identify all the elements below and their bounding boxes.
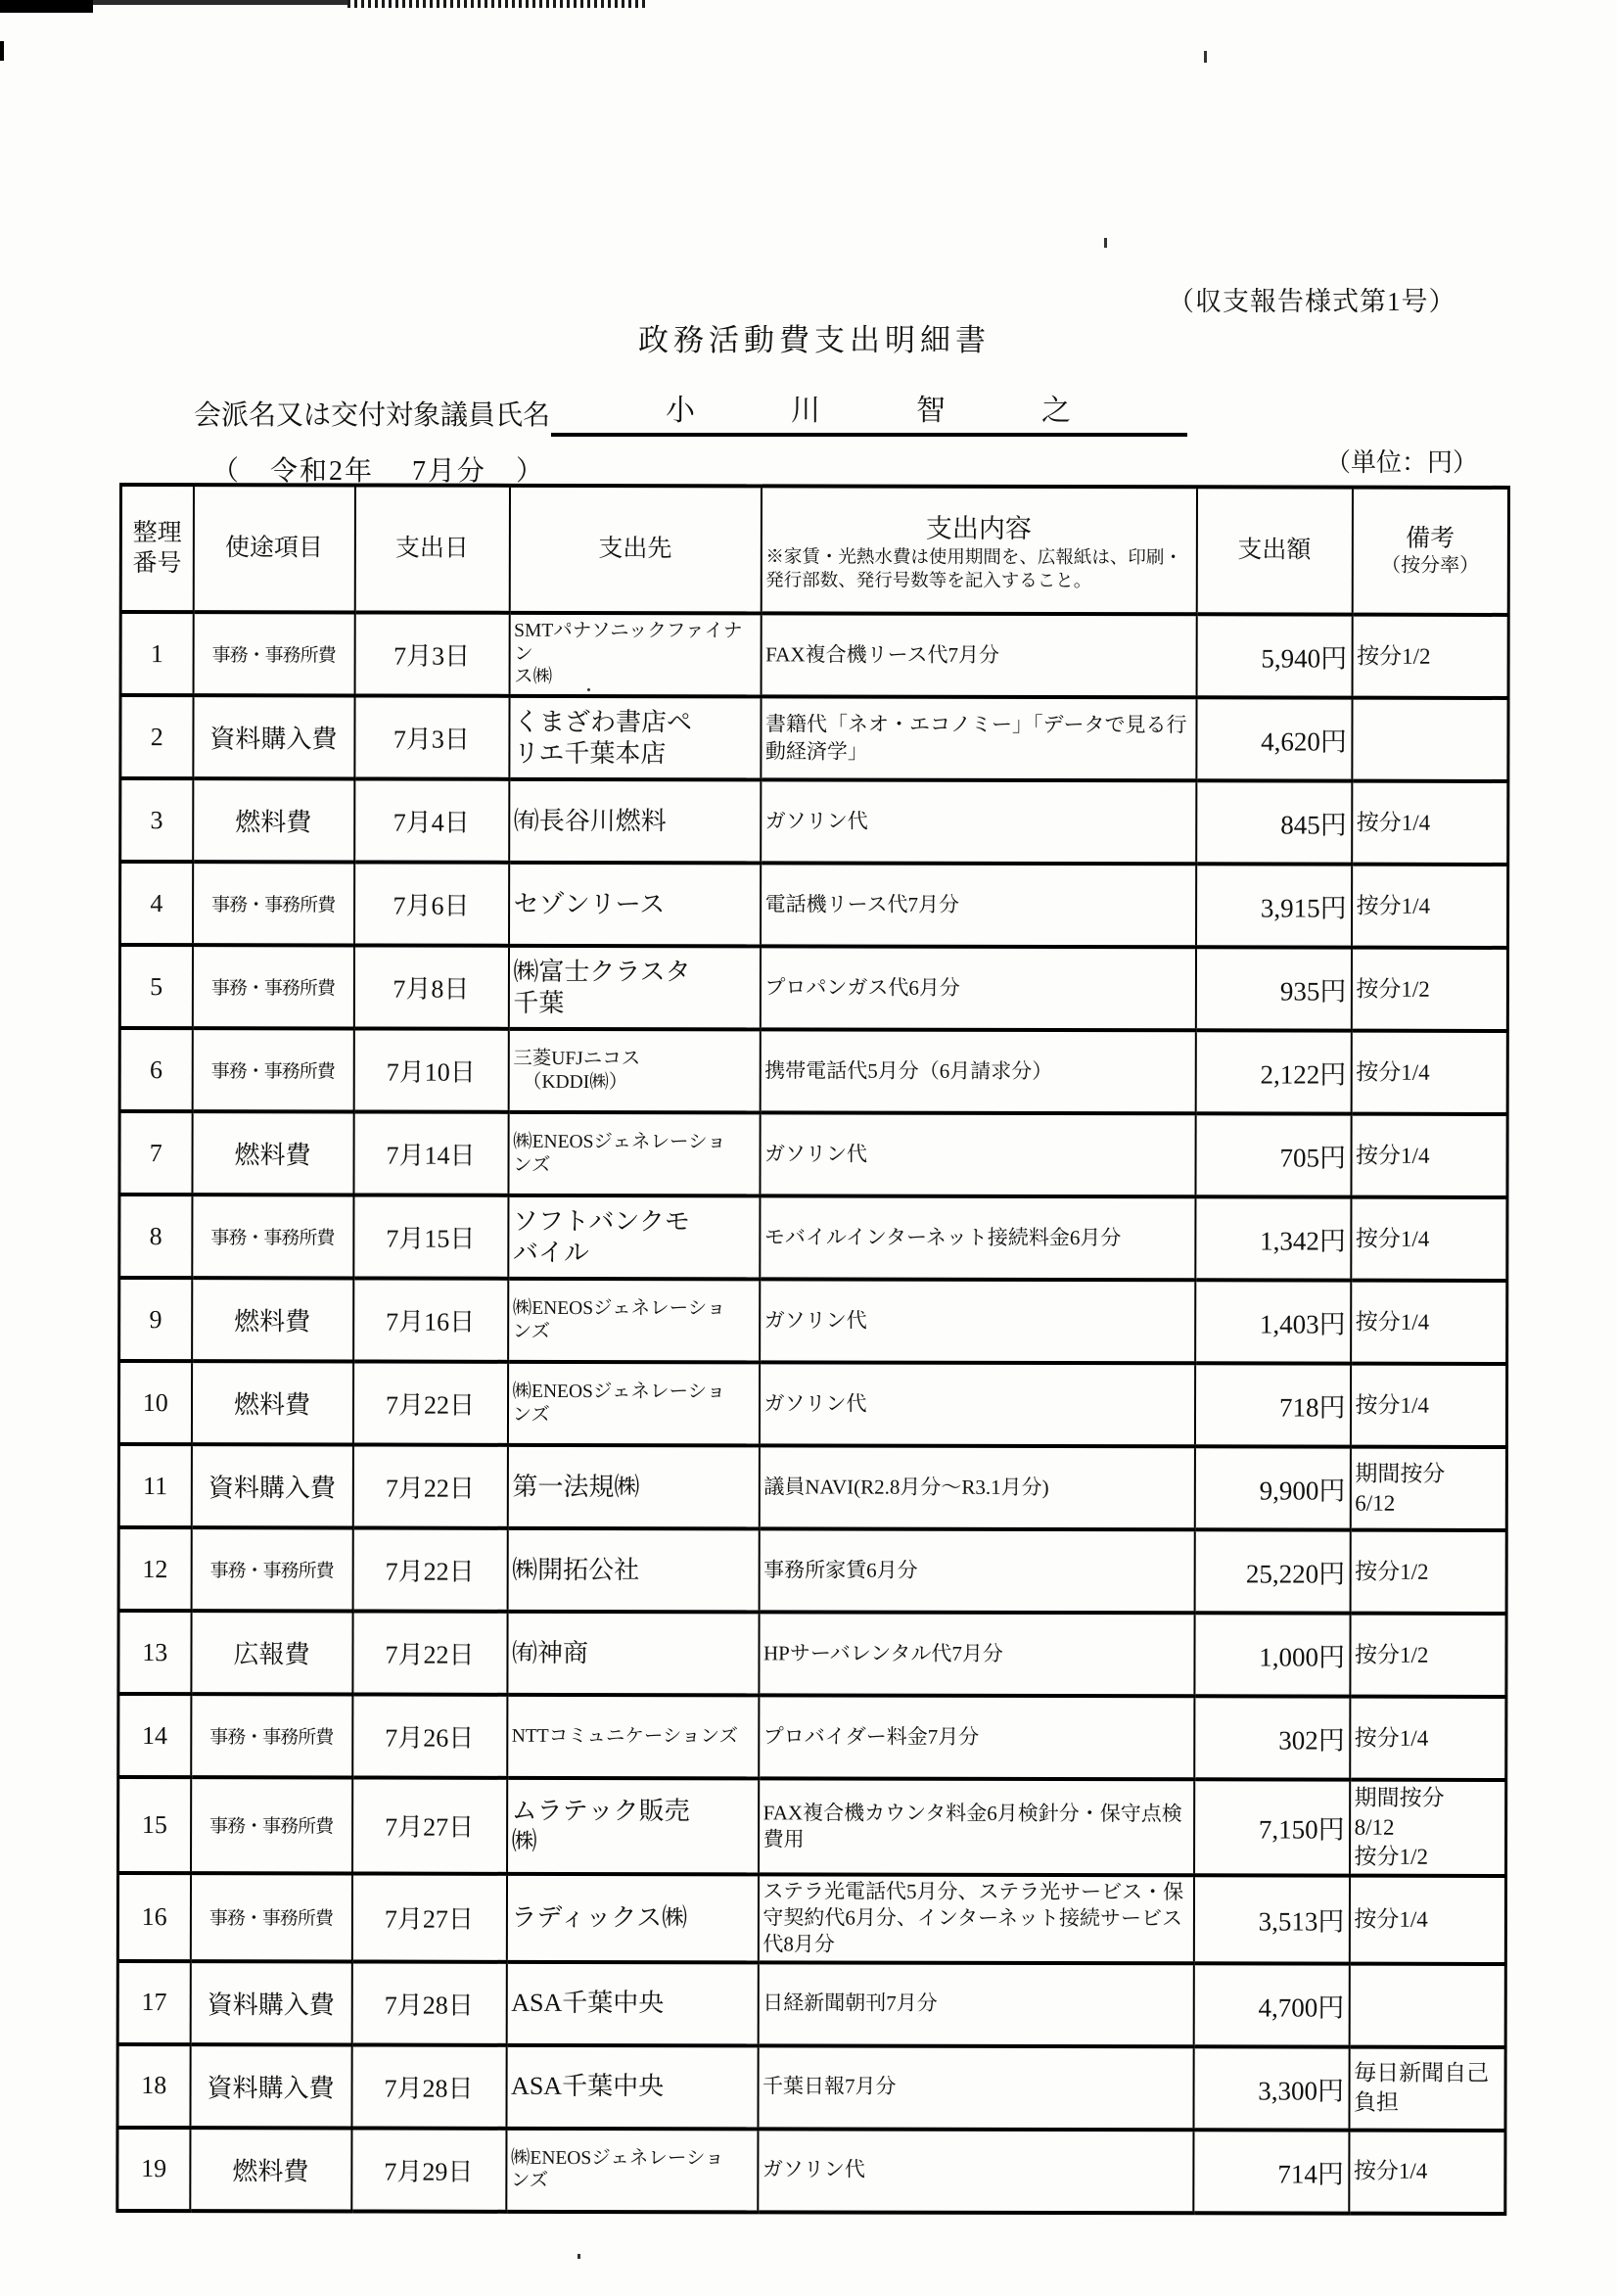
cell-amount: 302円 bbox=[1194, 1696, 1350, 1779]
cell-payee: ㈱ENEOSジェネレーショ ンズ bbox=[508, 1112, 760, 1196]
cell-no: 12 bbox=[118, 1527, 191, 1611]
document-title: 政務活動費支出明細書 bbox=[638, 323, 991, 357]
scan-artifact bbox=[0, 41, 4, 61]
table-row bbox=[120, 778, 1508, 865]
header-content bbox=[761, 486, 1196, 614]
cell-note: 按分1/4 bbox=[1349, 2130, 1505, 2213]
table-row bbox=[117, 2044, 1505, 2131]
cell-amount: 1,342円 bbox=[1195, 1196, 1351, 1280]
table-row bbox=[118, 1361, 1506, 1447]
cell-payee: ㈲神商 bbox=[507, 1612, 759, 1696]
cell-category: 事務・事務所費 bbox=[193, 862, 354, 945]
header-payee: 支出先 bbox=[509, 486, 761, 614]
cell-category: 燃料費 bbox=[192, 1278, 353, 1361]
cell-description: 携帯電話代5月分（6月請求分） bbox=[760, 1029, 1195, 1113]
cell-amount: 718円 bbox=[1194, 1363, 1350, 1446]
cell-date: 7月3日 bbox=[354, 696, 509, 779]
cell-category: 燃料費 bbox=[191, 1361, 352, 1444]
cell-no: 6 bbox=[119, 1028, 192, 1111]
cell-date: 7月28日 bbox=[351, 1961, 506, 2044]
cell-payee: SMTパナソニックファイナン ス㈱ bbox=[509, 613, 761, 697]
header-content-title: 支出内容 bbox=[925, 514, 1032, 544]
cell-date: 7月22日 bbox=[352, 1362, 507, 1445]
table-row bbox=[119, 945, 1507, 1031]
unit-label: （単位：円） bbox=[1325, 448, 1479, 477]
table-row bbox=[120, 612, 1508, 698]
cell-category: 燃料費 bbox=[192, 1111, 353, 1195]
cell-date: 7月10日 bbox=[353, 1029, 508, 1112]
cell-note: 期間按分 6/12 bbox=[1350, 1447, 1506, 1530]
cell-payee: ASA千葉中央 bbox=[506, 2044, 758, 2129]
cell-no: 15 bbox=[118, 1777, 191, 1873]
cell-description: FAX複合機リース代7月分 bbox=[761, 613, 1196, 697]
cell-payee: ソフトバンクモ バイル bbox=[508, 1195, 760, 1280]
cell-amount: 3,915円 bbox=[1196, 864, 1352, 947]
cell-payee: ㈱ENEOSジェネレーショ ンズ bbox=[508, 1279, 760, 1363]
cell-date: 7月22日 bbox=[352, 1445, 507, 1528]
cell-note: 按分1/2 bbox=[1350, 1614, 1506, 1697]
table-header-row bbox=[120, 485, 1508, 615]
header-note-sub: （按分率） bbox=[1381, 554, 1480, 578]
cell-amount: 4,620円 bbox=[1196, 697, 1352, 780]
cell-date: 7月6日 bbox=[354, 863, 509, 946]
cell-category: 事務・事務所費 bbox=[191, 1527, 352, 1611]
cell-payee: ㈱開拓公社 bbox=[507, 1528, 759, 1613]
cell-no: 5 bbox=[119, 945, 192, 1028]
cell-no: 7 bbox=[119, 1111, 192, 1195]
cell-amount: 935円 bbox=[1195, 947, 1351, 1030]
cell-payee: セゾンリース bbox=[509, 863, 761, 947]
table-row bbox=[119, 1111, 1507, 1197]
cell-no: 10 bbox=[118, 1361, 191, 1444]
cell-description: 事務所家賃6月分 bbox=[759, 1528, 1194, 1613]
cell-payee: ラディックス㈱ bbox=[506, 1874, 758, 1962]
name-field-value: 小 川 智 之 bbox=[551, 386, 1187, 437]
cell-note: 按分1/4 bbox=[1350, 1697, 1506, 1780]
cell-no: 16 bbox=[117, 1873, 190, 1961]
cell-date: 7月28日 bbox=[351, 2044, 506, 2128]
cell-payee: ㈲長谷川燃料 bbox=[509, 779, 761, 864]
cell-category: 事務・事務所費 bbox=[191, 1694, 352, 1777]
cell-note: 按分1/4 bbox=[1349, 1875, 1505, 1963]
header-date: 支出日 bbox=[354, 486, 509, 613]
cell-date: 7月27日 bbox=[351, 1873, 506, 1961]
cell-no: 13 bbox=[118, 1611, 191, 1694]
cell-date: 7月22日 bbox=[352, 1528, 507, 1612]
cell-amount: 2,122円 bbox=[1195, 1030, 1351, 1113]
cell-category: 広報費 bbox=[191, 1611, 352, 1694]
cell-category: 事務・事務所費 bbox=[192, 1028, 353, 1111]
cell-amount: 9,900円 bbox=[1194, 1446, 1350, 1529]
cell-note bbox=[1352, 698, 1508, 781]
cell-no: 1 bbox=[120, 612, 193, 695]
table-row bbox=[119, 1278, 1507, 1364]
cell-category: 燃料費 bbox=[190, 2128, 351, 2211]
scan-artifact bbox=[347, 0, 646, 8]
cell-date: 7月8日 bbox=[353, 946, 508, 1029]
cell-payee: ㈱富士クラスタ 千葉 bbox=[508, 946, 760, 1030]
header-amount: 支出額 bbox=[1196, 487, 1352, 614]
cell-payee: 第一法規㈱ bbox=[507, 1445, 759, 1529]
cell-description: HPサーバレンタル代7月分 bbox=[759, 1612, 1194, 1696]
header-note bbox=[1352, 488, 1508, 615]
cell-category: 燃料費 bbox=[193, 778, 354, 862]
cell-amount: 7,150円 bbox=[1194, 1779, 1350, 1875]
cell-note: 按分1/4 bbox=[1352, 781, 1508, 865]
table-row bbox=[119, 1028, 1507, 1114]
cell-payee: 三菱UFJニコス （KDDI㈱） bbox=[508, 1029, 760, 1113]
cell-amount: 4,700円 bbox=[1193, 1963, 1349, 2046]
cell-note: 按分1/4 bbox=[1352, 865, 1508, 948]
scan-speck bbox=[1204, 51, 1207, 63]
cell-description: ガソリン代 bbox=[758, 2129, 1193, 2213]
cell-description: モバイルインターネット接続料金6月分 bbox=[760, 1195, 1195, 1280]
header-no: 整理番号 bbox=[120, 485, 193, 612]
cell-category: 事務・事務所費 bbox=[190, 1873, 351, 1961]
cell-amount: 25,220円 bbox=[1194, 1529, 1350, 1613]
cell-category: 資料購入費 bbox=[190, 1961, 351, 2044]
cell-amount: 3,300円 bbox=[1193, 2046, 1349, 2130]
cell-amount: 3,513円 bbox=[1193, 1875, 1349, 1963]
cell-no: 9 bbox=[119, 1278, 192, 1361]
cell-no: 14 bbox=[118, 1694, 191, 1777]
table-row bbox=[119, 1195, 1507, 1281]
cell-note: 按分1/2 bbox=[1350, 1530, 1506, 1614]
cell-category: 事務・事務所費 bbox=[191, 1777, 352, 1873]
name-field-label: 会派名又は交付対象議員氏名 bbox=[194, 400, 551, 431]
cell-no: 4 bbox=[120, 862, 193, 945]
cell-payee: ㈱ENEOSジェネレーショ ンズ bbox=[507, 1362, 759, 1446]
cell-date: 7月14日 bbox=[353, 1112, 508, 1195]
cell-amount: 1,000円 bbox=[1194, 1613, 1350, 1696]
table-row bbox=[118, 1694, 1506, 1780]
header-content-note: ※家賃・光熱水費は使用期間を、広報紙は、印刷・発行部数、発行号数等を記入すること。 bbox=[765, 547, 1182, 591]
cell-no: 17 bbox=[117, 1961, 190, 2044]
cell-note: 按分1/4 bbox=[1351, 1114, 1507, 1197]
cell-category: 資料購入費 bbox=[193, 695, 354, 778]
header-note-main: 備考 bbox=[1406, 525, 1455, 552]
table-row bbox=[117, 1873, 1505, 1964]
scan-speck bbox=[1104, 238, 1107, 248]
cell-payee: ㈱ENEOSジェネレーショ ンズ bbox=[506, 2128, 758, 2212]
cell-date: 7月27日 bbox=[352, 1778, 507, 1874]
cell-description: ガソリン代 bbox=[760, 1112, 1195, 1196]
cell-note: 按分1/4 bbox=[1350, 1364, 1506, 1447]
cell-note: 按分1/2 bbox=[1352, 615, 1508, 698]
cell-amount: 705円 bbox=[1195, 1113, 1351, 1196]
cell-category: 事務・事務所費 bbox=[193, 612, 354, 695]
cell-description: ステラ光電話代5月分、ステラ光サービス・保守契約代6月分、インターネット接続サービス代8月分 bbox=[758, 1874, 1193, 1963]
scan-artifact bbox=[93, 0, 347, 5]
cell-date: 7月26日 bbox=[352, 1695, 507, 1778]
cell-note: 按分1/2 bbox=[1351, 948, 1507, 1031]
cell-no: 2 bbox=[120, 695, 193, 778]
cell-description: ガソリン代 bbox=[759, 1362, 1194, 1446]
cell-category: 資料購入費 bbox=[190, 2044, 351, 2128]
cell-payee: NTTコミュニケーションズ bbox=[507, 1695, 759, 1779]
cell-category: 事務・事務所費 bbox=[192, 1195, 353, 1278]
cell-description: 議員NAVI(R2.8月分～R3.1月分) bbox=[759, 1445, 1194, 1529]
table-row bbox=[118, 1527, 1506, 1614]
header-category: 使途項目 bbox=[193, 485, 354, 612]
table-row bbox=[117, 1961, 1505, 2047]
cell-date: 7月16日 bbox=[353, 1279, 508, 1362]
cell-category: 資料購入費 bbox=[191, 1444, 352, 1527]
cell-no: 8 bbox=[119, 1195, 192, 1278]
cell-note: 期間按分 8/12 按分1/2 bbox=[1350, 1780, 1506, 1876]
cell-description: FAX複合機カウンタ料金6月検針分・保守点検費用 bbox=[759, 1778, 1194, 1875]
cell-no: 3 bbox=[120, 778, 193, 862]
cell-note: 按分1/4 bbox=[1351, 1197, 1507, 1281]
cell-payee: くまざわ書店ペ リエ千葉本店 bbox=[509, 696, 761, 780]
cell-note: 按分1/4 bbox=[1351, 1031, 1507, 1114]
cell-note: 毎日新聞自己負担 bbox=[1349, 2046, 1505, 2130]
cell-no: 18 bbox=[117, 2044, 190, 2128]
cell-no: 11 bbox=[118, 1444, 191, 1527]
cell-payee: ムラテック販売 ㈱ bbox=[507, 1778, 759, 1874]
cell-description: 千葉日報7月分 bbox=[758, 2045, 1193, 2130]
cell-note bbox=[1349, 1963, 1505, 2046]
cell-amount: 845円 bbox=[1196, 780, 1352, 864]
cell-category: 事務・事務所費 bbox=[192, 945, 353, 1028]
table-row bbox=[118, 1777, 1506, 1876]
cell-description: ガソリン代 bbox=[761, 779, 1196, 864]
expense-table bbox=[116, 483, 1510, 2216]
cell-payee: ASA千葉中央 bbox=[506, 1961, 758, 2045]
scan-artifact bbox=[0, 0, 93, 13]
cell-description: 書籍代「ネオ・エコノミー」「データで見る行動経済学」 bbox=[761, 696, 1196, 780]
table-row bbox=[118, 1444, 1506, 1530]
cell-description: 電話機リース代7月分 bbox=[761, 863, 1196, 947]
table-row bbox=[118, 1611, 1506, 1697]
scan-speck bbox=[578, 2254, 580, 2259]
cell-description: ガソリン代 bbox=[760, 1279, 1195, 1363]
period-label: （ 令和2年 7月分 ） bbox=[211, 456, 546, 487]
form-number-label: （収支報告様式第1号） bbox=[1168, 287, 1456, 316]
cell-no: 19 bbox=[117, 2128, 190, 2211]
cell-description: 日経新聞朝刊7月分 bbox=[758, 1962, 1193, 2046]
table-row bbox=[120, 695, 1508, 781]
cell-date: 7月4日 bbox=[354, 779, 509, 863]
cell-date: 7月22日 bbox=[352, 1612, 507, 1695]
cell-description: プロバイダー料金7月分 bbox=[759, 1695, 1194, 1779]
cell-date: 7月15日 bbox=[353, 1195, 508, 1279]
cell-note: 按分1/4 bbox=[1351, 1281, 1507, 1364]
table-row bbox=[117, 2128, 1505, 2214]
cell-amount: 5,940円 bbox=[1196, 614, 1352, 697]
cell-date: 7月29日 bbox=[351, 2128, 506, 2211]
cell-amount: 714円 bbox=[1193, 2130, 1349, 2213]
table-row bbox=[120, 862, 1508, 948]
cell-description: プロパンガス代6月分 bbox=[760, 946, 1195, 1030]
cell-date: 7月3日 bbox=[354, 613, 509, 696]
cell-amount: 1,403円 bbox=[1195, 1280, 1351, 1363]
